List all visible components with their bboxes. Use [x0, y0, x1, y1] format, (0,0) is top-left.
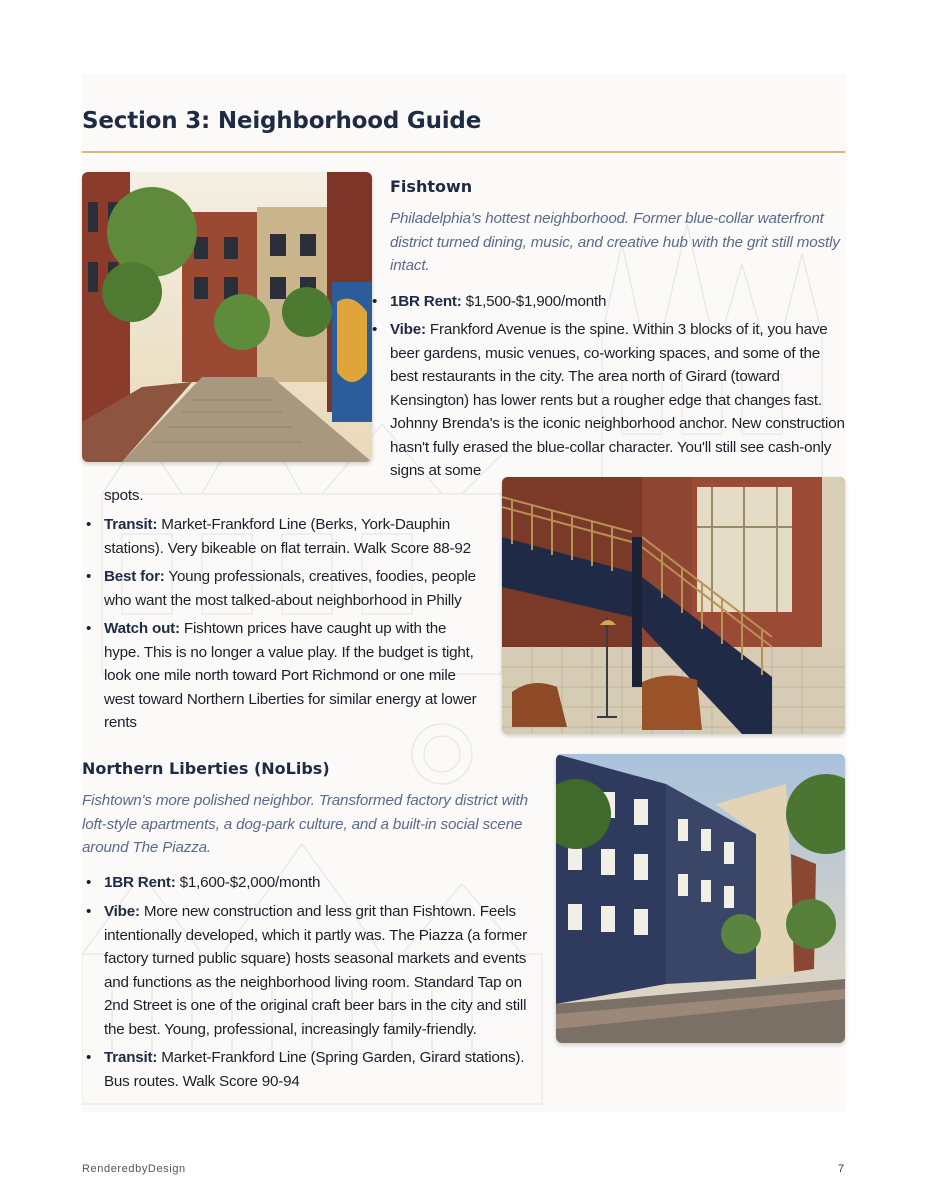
vibe-label: Vibe:: [390, 321, 426, 338]
transit-label: Transit:: [104, 1049, 158, 1066]
fishtown-heading: Fishtown: [390, 177, 473, 196]
fishtown-transit-item: [86, 513, 484, 560]
bestfor-label: Best for:: [104, 568, 165, 585]
bullet-dot: •: [86, 620, 92, 637]
bullet-dot: •: [86, 903, 92, 920]
watchout-label: Watch out:: [104, 620, 180, 637]
vibe-text: Frankford Avenue is the spine. Within 3 blocks of it, you have beer gardens, music venues, co-working spaces, and some of the best restaurants in the city. The area north of Girard (toward Kensington) has lower rents but a rougher edge that changes fast. Johnny Brenda's is the iconic neighborhood anchor. New construction hasn't fully erased the blue-collar character. You'll still see cash-only signs at some: [390, 321, 845, 479]
vibe-label: Vibe:: [104, 903, 140, 920]
fishtown-bestfor-item: [86, 565, 484, 612]
rent-label: 1BR Rent:: [104, 874, 176, 891]
nolibs-tagline: Fishtown's more polished neighbor. Transformed factory district with loft-style apartments, a dog-park culture, and a built-in social scene around The Piazza.: [82, 792, 528, 856]
bullet-dot: •: [86, 516, 92, 533]
nolibs-heading: Northern Liberties (NoLibs): [82, 759, 330, 778]
nolibs-vibe-item: [86, 900, 534, 1041]
fishtown-rent-item: [372, 290, 846, 314]
rent-value: $1,600-$2,000/month: [179, 874, 321, 891]
title-divider: [82, 151, 845, 153]
rent-label: 1BR Rent:: [390, 293, 462, 310]
bestfor-text: Young professionals, creatives, foodies, people who want the most talked-about neighborhood in Philly: [104, 568, 476, 609]
fishtown-street-photo: [82, 172, 372, 462]
rent-value: $1,500-$1,900/month: [465, 293, 607, 310]
fishtown-watchout-item: [86, 617, 484, 735]
transit-text: Market-Frankford Line (Berks, York-Dauphin stations). Very bikeable on flat terrain. Walk Score 88-92: [104, 516, 471, 557]
page-number: 7: [838, 1163, 845, 1175]
interior-staircase-photo: [502, 477, 845, 734]
section-title: Section 3: Neighborhood Guide: [82, 108, 482, 134]
bullet-dot: •: [372, 293, 378, 310]
nolibs-transit-item: [86, 1046, 544, 1093]
fishtown-tagline: Philadelphia's hottest neighborhood. Former blue-collar waterfront district turned dining, music, and creative hub with the grit still mostly intact.: [390, 210, 840, 274]
nolibs-rowhouses-photo: [556, 754, 845, 1043]
bullet-dot: •: [86, 874, 92, 891]
footer-brand: RenderedbyDesign: [82, 1163, 186, 1175]
transit-label: Transit:: [104, 516, 158, 533]
bullet-dot: •: [372, 321, 378, 338]
bullet-dot: •: [86, 568, 92, 585]
nolibs-rent-item: [86, 871, 544, 895]
bullet-dot: •: [86, 1049, 92, 1066]
fishtown-vibe-tail: spots.: [104, 487, 144, 504]
transit-text: Market-Frankford Line (Spring Garden, Girard stations). Bus routes. Walk Score 90-94: [104, 1049, 525, 1090]
fishtown-vibe-item: [372, 318, 846, 483]
vibe-text: More new construction and less grit than Fishtown. Feels intentionally developed, which it partly was. The Piazza (a former factory turned public square) hosts seasonal markets and events and functions as the neighborhood living room. Standard Tap on 2nd Street is one of the original craft beer bars in the city and still the best. Young, professional, increasingly family-friendly.: [104, 903, 527, 1038]
watchout-text: Fishtown prices have caught up with the hype. This is no longer a value play. If the budget is tight, look one mile north toward Port Richmond or one mile west toward Northern Liberties for similar energy at lower rents: [104, 620, 477, 731]
